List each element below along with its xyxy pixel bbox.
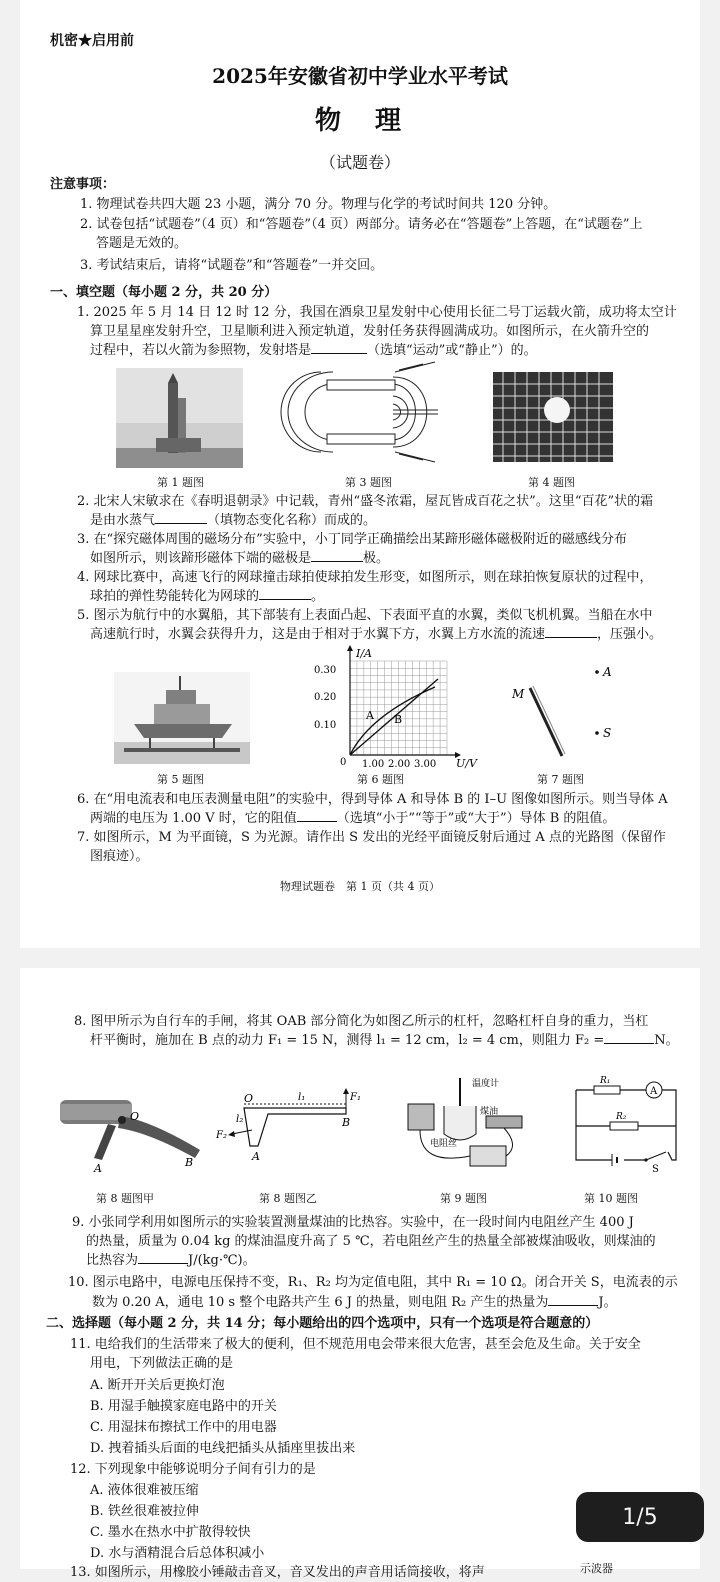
chart-origin: 0	[340, 757, 347, 768]
chart-xlabel: U/V	[456, 757, 477, 770]
curve-b-label: B	[394, 713, 403, 726]
q7-line-1: 7. 如图所示，M 为平面镜，S 为光源。请作出 S 发出的光经平面镜反射后通过 A 点的光路图（保留作	[77, 830, 666, 845]
fig-1-caption: 第 1 题图	[157, 476, 204, 489]
resistance-wire-label: 电阻丝	[430, 1139, 458, 1149]
q7-line-2: 图痕迹）。	[90, 849, 149, 864]
chart-ylabel: I/A	[356, 647, 372, 660]
secret-label: 机密★启用前	[50, 33, 134, 49]
q12-option-b: B. 铁丝很难被拉伸	[90, 1504, 199, 1519]
q10-answer-blank	[548, 1293, 598, 1306]
lever-diagram	[216, 1088, 366, 1168]
fig8b-a-label: A	[252, 1150, 260, 1163]
q12-option-d: D. 水与酒精混合后总体积减小	[90, 1546, 265, 1561]
thermometer-label: 温度计	[472, 1079, 500, 1089]
fig-8a-caption: 第 8 题图甲	[96, 1192, 154, 1205]
q12-option-c: C. 墨水在热水中扩散得较快	[90, 1525, 251, 1540]
fig-10-caption: 第 10 题图	[584, 1192, 638, 1205]
page-indicator[interactable]: 1/5	[576, 1492, 704, 1542]
fig8a-a-label: A	[94, 1162, 102, 1175]
fig-5-caption: 第 5 题图	[157, 773, 204, 786]
q12-stem: 12. 下列现象中能够说明分子间有引力的是	[70, 1462, 316, 1477]
q1-line-3: 过程中，若以火箭为参照物，发射塔是 （选填“运动”或“静止”）的。	[90, 343, 537, 358]
notes-title: 注意事项：	[50, 177, 116, 192]
fig8a-b-label: B	[185, 1156, 194, 1169]
fig8a-o-label: O	[130, 1110, 140, 1123]
q4-line-1: 4. 网球比赛中，高速飞行的网球撞击球拍使球拍发生形变，如图所示，则在球拍恢复原状的过程中，	[77, 570, 653, 585]
q11-stem-1: 11. 电给我们的生活带来了极大的便利，但不规范用电会带来很大危害，甚至会危及生命。关于安全	[70, 1337, 641, 1352]
section-1-title: 一、填空题（每小题 2 分，共 20 分）	[50, 285, 278, 300]
switch-label: S	[652, 1164, 659, 1175]
q8-line-2: 杆平衡时，施加在 B 点的动力 F₁ = 15 N，测得 l₁ = 12 cm，l₂ = 4 cm，则阻力 F₂ = N。	[90, 1033, 679, 1048]
iu-graph	[310, 645, 490, 771]
q12-option-a: A. 液体很难被压缩	[90, 1483, 199, 1498]
kerosene-label: 煤油	[480, 1107, 499, 1117]
bike-brake-photo	[60, 1080, 210, 1175]
q3-answer-blank	[311, 549, 363, 562]
q11-stem-2: 用电，下列做法正确的是	[90, 1356, 234, 1371]
fig8b-l1-label: l₁	[298, 1092, 306, 1103]
fig-3-caption: 第 3 题图	[345, 476, 392, 489]
xtick-300: 3.00	[414, 759, 437, 770]
page-1-footer: 物理试题卷 第 1 页（共 4 页）	[280, 880, 440, 893]
ytick-010: 0.10	[314, 720, 337, 731]
ytick-020: 0.20	[314, 692, 337, 703]
q11-option-a: A. 断开开关后更换灯泡	[90, 1378, 225, 1393]
q5-line-2: 高速航行时，水翼会获得升力，这是由于相对于水翼下方，水翼上方水流的流速 ，压强小。	[90, 627, 663, 642]
hydrofoil-ship-photo	[114, 672, 250, 764]
q10-line-2: 数为 0.20 A，通电 10 s 整个电路共产生 6 J 的热量，则电阻 R₂ 产生的热量为 J。	[92, 1295, 617, 1310]
xtick-200: 2.00	[388, 759, 411, 770]
fig-7-caption: 第 7 题图	[537, 773, 584, 786]
tennis-racket-photo	[493, 372, 613, 462]
ammeter-label: A	[650, 1086, 658, 1097]
q2-line-1: 2. 北宋人宋敏求在《春明退朝录》中记载，青州“盛冬浓霜，屋瓦皆成百花之状”。这里“百花”状的霜	[77, 494, 654, 509]
fig-6-caption: 第 6 题图	[357, 773, 404, 786]
fig-4-caption: 第 4 题图	[528, 476, 575, 489]
note-2: 2. 试卷包括“试题卷”（4 页）和“答题卷”（4 页）两部分。请务必在“答题卷”上答题，在“试题卷”上	[80, 217, 643, 232]
point-a-label: A	[603, 665, 612, 679]
xtick-100: 1.00	[362, 759, 385, 770]
q3-line-1: 3. 在“探究磁体周围的磁场分布”实验中，小丁同学正确描绘出某蹄形磁体磁极附近的磁感线分布	[77, 532, 627, 547]
note-1: 1. 物理试卷共四大题 23 小题，满分 70 分。物理与化学的考试时间共 120 分钟。	[80, 197, 557, 212]
horseshoe-magnet-figure	[303, 362, 443, 462]
source-s-label: S	[603, 726, 612, 740]
q3-line-2: 如图所示，则该蹄形磁体下端的磁极是 极。	[90, 551, 390, 566]
oscilloscope-label: 示波器	[580, 1562, 613, 1575]
q11-option-d: D. 拽着插头后面的电线把插头从插座里拔出来	[90, 1441, 356, 1456]
exam-title: 2025年安徽省初中学业水平考试	[212, 64, 508, 88]
curve-a-label: A	[366, 709, 374, 722]
fig-8b-caption: 第 8 题图乙	[259, 1192, 317, 1205]
q6-line-2: 两端的电压为 1.00 V 时，它的阻值 （选填“小于”“等于”或“大于”）导体 B 的阻值。	[90, 811, 616, 826]
note-3: 3. 考试结束后，请将“试题卷”和“答题卷”一并交回。	[80, 258, 384, 273]
fig8b-f2-label: F₂	[216, 1130, 227, 1141]
q2-answer-blank	[155, 511, 207, 524]
note-2-cont: 答题是无效的。	[96, 236, 188, 251]
q1-line-1: 1. 2025 年 5 月 14 日 12 时 12 分，我国在酒泉卫星发射中心使用长征二号丁运载火箭，成功将太空计	[77, 305, 677, 320]
fig-9-caption: 第 9 题图	[440, 1192, 487, 1205]
q5-line-1: 5. 图示为航行中的水翼船，其下部装有上表面凸起、下表面平直的水翼，类似飞机机翼。当船在水中	[77, 608, 653, 623]
q11-option-c: C. 用湿抹布擦拭工作中的用电器	[90, 1420, 277, 1435]
q1-answer-blank	[311, 341, 367, 354]
fig8b-o-label: O	[244, 1092, 254, 1105]
q4-line-2: 球拍的弹性势能转化为网球的 。	[90, 589, 325, 604]
q13-stem-cut: 13. 如图所示，用橡胶小锤敲击音叉，音叉发出的声音用话筒接收，将声	[70, 1565, 485, 1580]
exam-page-2	[20, 968, 700, 1580]
circuit-diagram	[554, 1076, 684, 1175]
q6-answer-blank	[297, 809, 337, 822]
fig8b-b-label: B	[342, 1116, 351, 1129]
q9-line-2: 的热量，质量为 0.04 kg 的煤油温度升高了 5 ℃，若电阻丝产生的热量全部被煤油吸收，则煤油的	[86, 1234, 656, 1249]
q9-line-3: 比热容为 J/(kg·℃)。	[86, 1253, 256, 1268]
fig8b-f1-label: F₁	[350, 1092, 361, 1103]
heating-apparatus-figure	[400, 1076, 530, 1176]
q6-line-1: 6. 在“用电流表和电压表测量电阻”的实验中，得到导体 A 和导体 B 的 I–U 图像如图所示。则当导体 A	[77, 792, 668, 807]
q5-answer-blank	[545, 625, 597, 638]
q8-answer-blank	[604, 1031, 654, 1044]
ytick-030: 0.30	[314, 665, 337, 676]
section-2-title: 二、选择题（每小题 2 分，共 14 分；每小题给出的四个选项中，只有一个选项是符合题意的）	[46, 1316, 599, 1331]
q2-line-2: 是由水蒸气 （填物态变化名称）而成的。	[90, 513, 377, 528]
r1-label: R₁	[600, 1076, 611, 1086]
r2-label: R₂	[616, 1112, 627, 1122]
q1-line-2: 算卫星星座发射升空，卫星顺利进入预定轨道，发射任务获得圆满成功。如图所示，在火箭升空的	[90, 324, 650, 339]
q9-line-1: 9. 小张同学利用如图所示的实验装置测量煤油的比热容。实验中，在一段时间内电阻丝产生 400 J	[72, 1215, 634, 1230]
fig8b-l2-label: l₂	[236, 1114, 244, 1125]
q9-answer-blank	[138, 1251, 188, 1264]
plane-mirror	[530, 688, 562, 756]
mirror-label: M	[512, 687, 525, 701]
q10-line-1: 10. 图示电路中，电源电压保持不变，R₁、R₂ 均为定值电阻，其中 R₁ = 10 Ω。闭合开关 S，电流表的示	[68, 1275, 678, 1290]
paper-type: （试题卷）	[319, 153, 400, 172]
rocket-launch-photo	[116, 368, 243, 468]
mirror-figure	[498, 660, 618, 760]
exam-page-1	[20, 0, 700, 948]
subject-title: 物 理	[314, 106, 405, 136]
q11-option-b: B. 用湿手触摸家庭电路中的开关	[90, 1399, 277, 1414]
q8-line-1: 8. 图甲所示为自行车的手闸，将其 OAB 部分简化为如图乙所示的杠杆，忽略杠杆自身的重力，当杠	[74, 1014, 649, 1029]
q4-answer-blank	[259, 587, 311, 600]
